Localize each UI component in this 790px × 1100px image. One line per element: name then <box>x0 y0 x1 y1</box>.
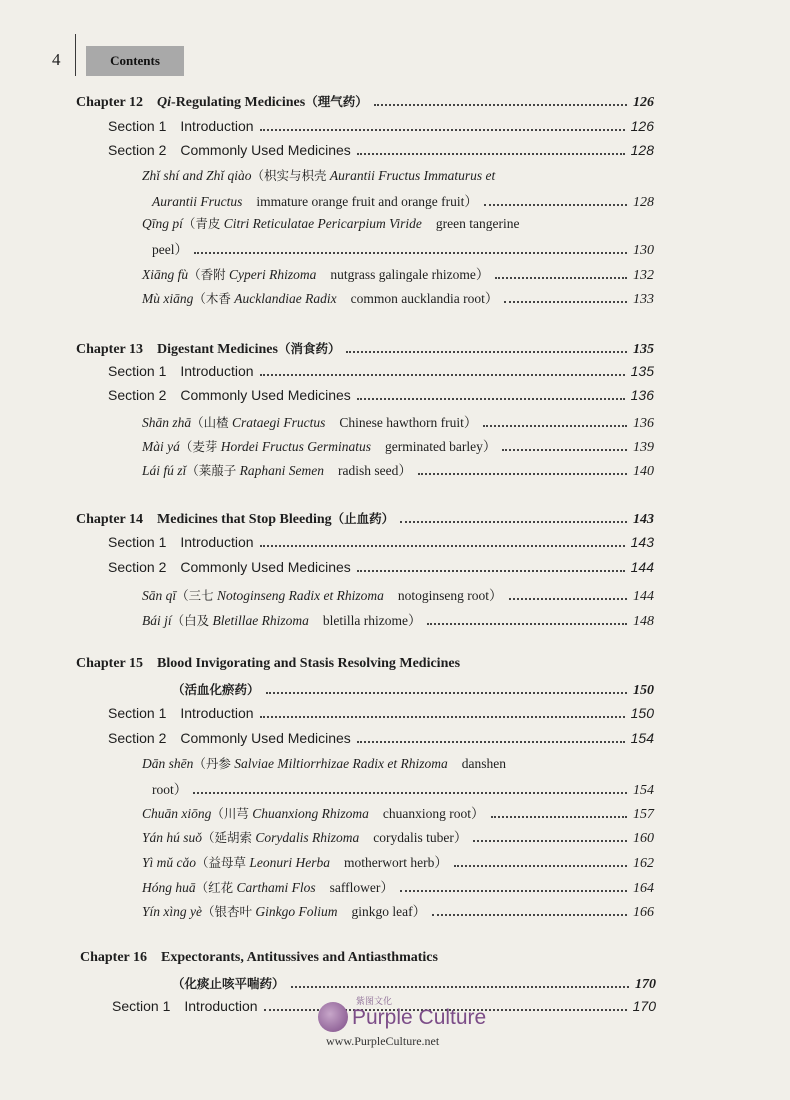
page-ref: 132 <box>633 268 654 283</box>
watermark-name: Purple Culture <box>352 1006 487 1029</box>
watermark-logo-icon <box>318 1002 348 1032</box>
toc-chapter-12[interactable] <box>76 92 654 111</box>
section-label: Section 2 <box>108 559 167 575</box>
medicine-english: danshen <box>461 756 506 771</box>
chapter-title-cn: （理气药） <box>305 94 368 109</box>
medicine-cn: （丹参 <box>193 756 231 771</box>
leader-dots <box>374 104 627 106</box>
medicine-latin: Aurantii Fructus Immaturus et <box>329 168 496 183</box>
medicine-latin: Hordei Fructus Germinatus <box>220 439 372 454</box>
medicine-latin: Chuanxiong Rhizoma <box>252 806 369 821</box>
medicine-latin: Aucklandiae Radix <box>234 291 337 306</box>
leader-dots <box>260 129 625 131</box>
chapter-title: -Regulating Medicines <box>171 95 306 110</box>
toc-chapter-16-cont[interactable] <box>172 974 656 993</box>
header-divider <box>75 34 76 76</box>
medicine-english: immature orange fruit and orange fruit） <box>256 194 478 209</box>
medicine-pinyin: Mù xiāng <box>142 291 194 306</box>
page-number: 4 <box>52 50 61 69</box>
leader-dots <box>346 351 627 353</box>
page-ref: 130 <box>633 243 654 258</box>
leader-dots <box>504 301 627 303</box>
page-ref: 139 <box>633 440 654 455</box>
toc-medicine-line[interactable] <box>142 166 495 184</box>
toc-medicine[interactable] <box>142 435 654 456</box>
page-ref: 144 <box>630 559 654 575</box>
medicine-pinyin: Hóng huā <box>142 880 196 895</box>
page-ref: 143 <box>633 512 654 527</box>
medicine-english: root） <box>152 782 188 797</box>
toc-medicine[interactable] <box>142 459 654 480</box>
page-ref: 126 <box>633 95 654 110</box>
section-label: Section 2 <box>108 387 167 403</box>
chapter-label: Chapter 15 <box>76 656 144 671</box>
toc-medicine[interactable] <box>142 263 654 284</box>
toc-medicine[interactable] <box>142 826 654 847</box>
section-label: Section 1 <box>108 705 167 721</box>
leader-dots <box>427 623 627 625</box>
section-title: Commonly Used Medicines <box>180 730 351 746</box>
page-ref: 143 <box>630 534 654 550</box>
leader-dots <box>432 914 627 916</box>
chapter-label: Chapter 14 <box>76 512 144 527</box>
page-ref: 144 <box>633 589 654 604</box>
watermark-cn: 紫图文化 <box>356 997 393 1007</box>
toc-medicine-line[interactable] <box>142 754 506 772</box>
chapter-title-cn: （化痰止咳平喘药） <box>172 976 285 991</box>
medicine-pinyin: Dān shēn <box>142 756 194 771</box>
leader-dots <box>495 277 627 279</box>
page-ref: 140 <box>633 464 654 479</box>
medicine-cn: （木香 <box>193 291 231 306</box>
toc-chapter-14[interactable] <box>76 509 654 528</box>
watermark-url: www.PurpleCulture.net <box>326 1034 440 1048</box>
page-ref: 150 <box>630 705 654 721</box>
page-ref: 157 <box>633 807 654 822</box>
section-label: Section 2 <box>108 730 167 746</box>
page-ref: 135 <box>633 342 654 357</box>
leader-dots <box>193 792 627 794</box>
medicine-pinyin: Sān qī <box>142 588 177 603</box>
page-ref: 154 <box>630 730 654 746</box>
chapter-title: Blood Invigorating and Stasis Resolving Medicines <box>157 656 461 671</box>
section-label: Section 1 <box>112 998 171 1014</box>
chapter-title-cn: （止血药） <box>331 511 395 526</box>
section-title: Introduction <box>180 534 254 550</box>
toc-section[interactable] <box>108 730 654 747</box>
toc-section[interactable] <box>108 387 654 404</box>
section-label: Section 1 <box>108 118 167 134</box>
page-ref: 148 <box>633 614 654 629</box>
medicine-cn: （青皮 <box>182 216 221 231</box>
medicine-english: green tangerine <box>435 216 520 231</box>
toc-medicine[interactable] <box>152 190 654 211</box>
medicine-pinyin: Shān zhā <box>142 415 192 430</box>
page-ref: 135 <box>630 363 654 379</box>
page-ref: 133 <box>633 292 654 307</box>
toc-section[interactable] <box>108 118 654 135</box>
medicine-pinyin: Yín xìng yè <box>142 904 202 919</box>
medicine-pinyin: Yán hú suǒ <box>142 830 203 845</box>
toc-section[interactable] <box>108 559 654 576</box>
medicine-pinyin: Lái fú zǐ <box>142 463 187 478</box>
medicine-latin: Leonuri Herba <box>249 855 331 870</box>
medicine-english: radish seed） <box>338 463 412 478</box>
toc-chapter-13[interactable] <box>76 339 654 358</box>
medicine-english: peel） <box>152 242 188 257</box>
page-ref: 126 <box>630 118 654 134</box>
section-label: Section 1 <box>108 363 167 379</box>
toc-medicine[interactable] <box>152 238 654 259</box>
medicine-latin: Cyperi Rhizoma <box>229 267 317 282</box>
toc-medicine[interactable] <box>142 609 654 630</box>
medicine-latin: Citri Reticulatae Pericarpium Viride <box>223 216 422 231</box>
medicine-latin: Corydalis Rhizoma <box>255 830 360 845</box>
page-ref: 150 <box>633 683 654 698</box>
medicine-cn: （红花 <box>195 880 234 895</box>
leader-dots <box>357 398 625 400</box>
page-ref: 170 <box>632 998 656 1014</box>
medicine-cn: （山楂 <box>191 415 229 430</box>
page-ref: 136 <box>633 416 654 431</box>
section-title: Introduction <box>180 118 254 134</box>
medicine-latin: Bletillae Rhizoma <box>212 613 309 628</box>
leader-dots <box>509 598 627 600</box>
toc-chapter-15[interactable] <box>76 656 460 672</box>
chapter-title: Expectorants, Antitussives and Antiasthmatics <box>161 950 438 965</box>
section-title: Introduction <box>180 705 254 721</box>
toc-medicine[interactable] <box>142 411 654 432</box>
medicine-cn: （香附 <box>188 267 226 282</box>
contents-tab: Contents <box>86 46 184 76</box>
page-ref: 162 <box>633 856 654 871</box>
medicine-pinyin: Bái jí <box>142 613 172 628</box>
medicine-pinyin: Zhǐ shí and Zhǐ qiào <box>142 168 252 183</box>
leader-dots <box>357 153 625 155</box>
page-ref: 164 <box>633 881 654 896</box>
medicine-latin: Crataegi Fructus <box>232 415 326 430</box>
leader-dots <box>357 741 625 743</box>
page-ref: 136 <box>630 387 654 403</box>
medicine-english: motherwort herb） <box>344 855 448 870</box>
medicine-english: germinated barley） <box>385 439 497 454</box>
medicine-pinyin: Qīng pí <box>142 216 183 231</box>
page-ref: 128 <box>630 142 654 158</box>
medicine-pinyin: Mài yá <box>142 439 180 454</box>
medicine-cn: （白及 <box>171 613 210 628</box>
chapter-title: Digestant Medicines <box>157 342 278 357</box>
medicine-english: ginkgo leaf） <box>351 904 427 919</box>
leader-dots <box>418 473 627 475</box>
medicine-pinyin: Yì mǔ cǎo <box>142 855 196 870</box>
medicine-cn: （银杏叶 <box>202 904 253 919</box>
toc-medicine[interactable] <box>152 778 654 799</box>
toc-medicine-line[interactable] <box>142 214 519 232</box>
medicine-english: notoginseng root） <box>397 588 503 603</box>
leader-dots <box>260 545 625 547</box>
section-title: Introduction <box>184 998 258 1014</box>
medicine-pinyin: Chuān xiōng <box>142 806 212 821</box>
medicine-english: Chinese hawthorn fruit） <box>339 415 478 430</box>
leader-dots <box>194 252 627 254</box>
leader-dots <box>484 204 627 206</box>
toc-section[interactable] <box>108 705 654 722</box>
section-label: Section 1 <box>108 534 167 550</box>
page-ref: 128 <box>633 195 654 210</box>
medicine-cn: （三七 <box>176 588 214 603</box>
toc-medicine[interactable] <box>142 802 654 823</box>
medicine-latin: Carthami Flos <box>236 880 316 895</box>
medicine-pinyin: Xiāng fù <box>142 267 189 282</box>
chapter-title: Medicines that Stop Bleeding <box>157 512 332 527</box>
medicine-latin: Aurantii Fructus <box>152 194 243 209</box>
medicine-cn: （莱菔子 <box>186 463 237 478</box>
toc-medicine[interactable] <box>142 851 654 872</box>
medicine-cn: （延胡索 <box>202 830 253 845</box>
medicine-latin: Salviae Miltiorrhizae Radix et Rhizoma <box>234 756 448 771</box>
leader-dots <box>491 816 628 818</box>
toc-medicine[interactable] <box>142 584 654 605</box>
toc-chapter-16[interactable] <box>80 950 438 966</box>
toc-medicine[interactable] <box>142 900 654 921</box>
section-title: Commonly Used Medicines <box>180 559 351 575</box>
page-ref: 160 <box>633 831 654 846</box>
medicine-cn: （川芎 <box>211 806 249 821</box>
toc-chapter-15-cont[interactable] <box>172 680 654 699</box>
chapter-label: Chapter 13 <box>76 342 144 357</box>
medicine-english: nutgrass galingale rhizome） <box>330 267 490 282</box>
medicine-latin: Notoginseng Radix et Rhizoma <box>217 588 384 603</box>
medicine-english: bletilla rhizome） <box>322 613 422 628</box>
leader-dots <box>357 570 625 572</box>
chapter-title-cn: （消食药） <box>277 341 341 356</box>
medicine-english: common aucklandia root） <box>350 291 499 306</box>
page-ref: 154 <box>633 783 654 798</box>
section-title: Introduction <box>180 363 254 379</box>
leader-dots <box>260 716 625 718</box>
medicine-english: chuanxiong root） <box>382 806 485 821</box>
leader-dots <box>473 840 627 842</box>
toc-medicine[interactable] <box>142 287 654 308</box>
section-title: Commonly Used Medicines <box>180 387 351 403</box>
chapter-title-cn: （活血化瘀药） <box>172 682 260 697</box>
chapter-label: Chapter 12 <box>76 95 144 110</box>
toc-section[interactable] <box>108 363 654 380</box>
medicine-cn: （益母草 <box>196 855 247 870</box>
section-title: Commonly Used Medicines <box>180 142 351 158</box>
chapter-title-italic: Qi <box>157 95 172 110</box>
leader-dots <box>266 692 627 694</box>
leader-dots <box>400 521 627 523</box>
toc-medicine[interactable] <box>142 876 654 897</box>
toc-section[interactable] <box>108 534 654 551</box>
leader-dots <box>483 425 627 427</box>
section-label: Section 2 <box>108 142 167 158</box>
chapter-label: Chapter 16 <box>80 950 148 965</box>
leader-dots <box>502 449 627 451</box>
page-ref: 170 <box>635 977 656 992</box>
page-ref: 166 <box>633 905 654 920</box>
medicine-cn: （麦芽 <box>179 439 218 454</box>
leader-dots <box>260 374 625 376</box>
medicine-cn: （枳实与枳壳 <box>251 168 327 183</box>
medicine-latin: Raphani Semen <box>239 463 325 478</box>
medicine-latin: Ginkgo Folium <box>255 904 338 919</box>
leader-dots <box>291 986 629 988</box>
toc-section[interactable] <box>108 142 654 159</box>
medicine-english: corydalis tuber） <box>373 830 468 845</box>
medicine-english: safflower） <box>329 880 394 895</box>
leader-dots <box>454 865 627 867</box>
leader-dots <box>400 890 627 892</box>
